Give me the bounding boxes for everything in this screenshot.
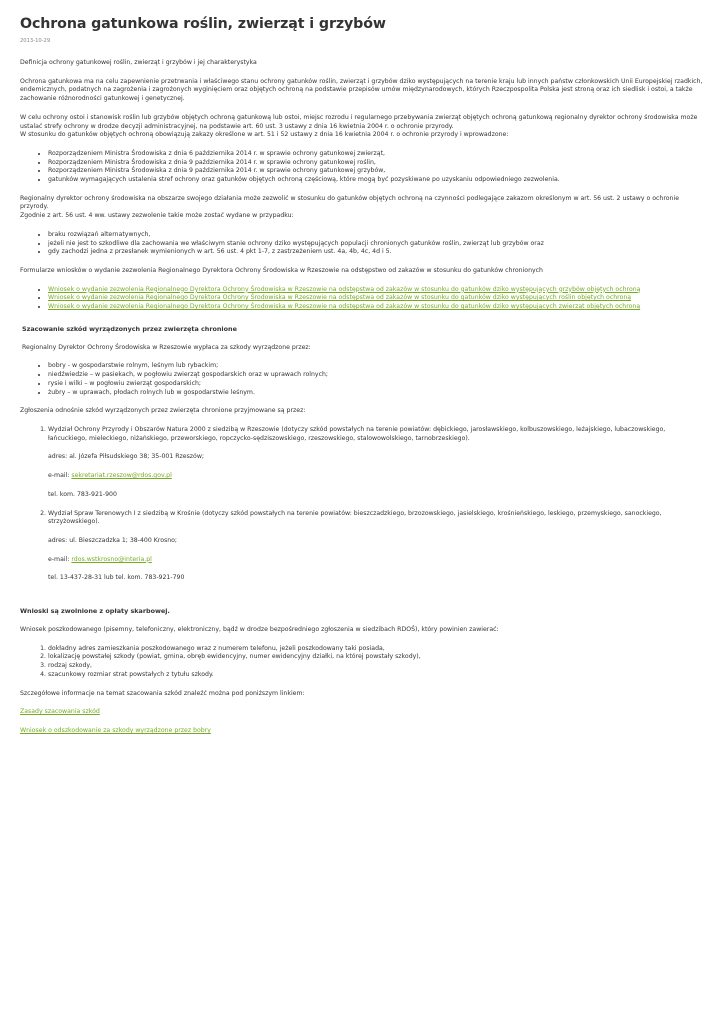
office-email-line [48,556,705,565]
definition-heading: Definicja ochrony gatunkowej roślin, zwierząt i grzybów i jej charakterystyka [20,59,257,66]
form-link-animals[interactable]: Wniosek o wydanie zezwolenia Regionalnego Dyrektora Ochrony Środowiska w Rzeszowie na odstępstwa od zakazów w stosunku do gatunków dziko występujących zwierząt objętych ochroną [48,303,641,311]
office-email-line [48,472,705,481]
office-address: adres: al. Józefa Piłsudskiego 38; 35-001 Rzeszów; [48,453,204,461]
form-link-fungi[interactable]: Wniosek o wydanie zezwolenia Regionalnego Dyrektora Ochrony Środowiska w Rzeszowie na odstępstwa od zakazów w stosunku do gatunków dziko występujących grzybów objętych ochroną [48,285,641,293]
page-title: Ochrona gatunkowa roślin, zwierząt i grzybów [20,16,386,32]
list-item: 2. lokalizację powstałej szkody (powiat, gmina, obręb ewidencyjny, numer ewidencyjny działki, na której powstały szkody), [48,653,705,662]
list-item: • żubry – w uprawach, płodach rolnych lub w gospodarstwie leśnym. [48,389,705,398]
office-item [48,510,705,584]
office-phone: tel. kom. 783-921-900 [48,490,117,498]
rules-link-line [20,708,705,717]
reports-intro: Zgłoszenia odnośnie szkód wyrządzonych przez zwierzęta chronione przyjmowane są przez: [20,407,306,415]
office-email-link[interactable]: rdos.wstkrosno@interia.pl [71,555,152,563]
list-item: • Rozporządzeniem Ministra Środowiska z dnia 9 października 2014 r. w sprawie ochrony gatunkowej roślin, [48,159,705,168]
list-item: • Rozporządzeniem Ministra Środowiska z dnia 6 października 2014 r. w sprawie ochrony gatunkowej zwierząt, [48,150,705,159]
regulations-list [20,150,705,185]
damages-intro: Regionalny Dyrektor Ochrony Środowiska w Rzeszowie wypłaca za szkody wyrządzone przez: [22,343,311,351]
details-text: Szczegółowe informacje na temat szacowania szkód znaleźć można pod poniższym linkiem: [20,689,305,697]
list-item: • jeżeli nie jest to szkodliwe dla zachowania we właściwym stanie ochrony dziko występujących populacji chronionych gatunków roślin, zwierząt lub grzybów oraz [48,240,705,249]
list-item: 3. rodzaj szkody, [48,662,705,671]
animals-list [20,362,705,397]
list-item: • gatunków wymagających ustalenia stref ochrony oraz gatunków objętych ochroną częściową, które mogą być pozyskiwane po uzyskaniu odpowiedniego zezwolenia. [48,176,705,185]
office-name: 2. Wydział Spraw Terenowych I z siedzibą w Krośnie (dotyczy szkód powstałych na terenie powiatów: bieszczadzkiego, brzozowskiego, jasielskiego, krośnieńskiego, leskiego, przemyskiego, sanockiego, strzyżowskiego). [48,509,662,526]
list-item: • braku rozwiązań alternatywnych, [48,231,705,240]
form-link-plants[interactable]: Wniosek o wydanie zezwolenia Regionalnego Dyrektora Ochrony Środowiska w Rzeszowie na odstępstwa od zakazów w stosunku do gatunków dziko występujących roślin objętych ochroną [48,294,632,302]
damages-heading: Szacowanie szkód wyrządzonych przez zwierzęta chronione [22,324,237,333]
article-date: 2013-10-29 [20,38,51,44]
form-links-list [20,286,705,312]
conditions-list [20,231,705,257]
list-item: • niedźwiedzie – w pasiekach, w pogłowiu zwierząt gospodarskich oraz w uprawach rolnych; [48,371,705,380]
damage-rules-link[interactable]: Zasady szacowania szkód [20,708,100,716]
office-item [48,426,705,500]
offices-list [20,426,705,583]
form-link-item [48,303,645,312]
application-items-list [20,645,705,680]
email-label: e-mail: [48,472,72,480]
fee-heading: Wnioski są zwolnione z opłaty skarbowej. [20,607,170,616]
beaver-claim-link[interactable]: Wniosek o odszkodowanie za szkody wyrządzone przez bobry [20,726,211,734]
office-name: 1. Wydział Ochrony Przyrody i Obszarów Natura 2000 z siedzibą w Rzeszowie (dotyczy szkód powstałych na terenie powiatów: dębickiego, jarosławskiego, kolbuszowskiego, leżajskiego, lubaczowskiego, łańcuckiego, mieleckiego, niżańskiego, przeworskiego, ropczycko-sędziszowskiego, rzeszowskiego, stalowowolskiego, tarnobrzeskiego). [48,425,666,442]
paragraph-prohibitions: W stosunku do gatunków objętych ochroną obowiązują zakazy określone w art. 51 i 52 ustawy z dnia 16 kwietnia 2004 r. o ochronie przyrody i wprowadzone: [20,131,509,139]
list-item: • bobry - w gospodarstwie rolnym, leśnym lub rybackim; [48,362,705,371]
list-item: 4. szacunkowy rozmiar strat powstałych z tytułu szkody. [48,671,705,680]
list-item: 1. dokładny adres zamieszkania poszkodowanego wraz z numerem telefonu, jeżeli poszkodowany taki posiada, [48,645,705,654]
paragraph-conditions-intro: Zgodnie z art. 56 ust. 4 ww. ustawy zezwolenie takie może zostać wydane w przypadku: [20,212,294,220]
email-label: e-mail: [48,555,72,563]
office-email-link[interactable]: sekretariat.rzeszow@rdos.gov.pl [71,472,172,480]
list-item: • rysie i wilki – w pogłowiu zwierząt gospodarskich; [48,380,705,389]
application-intro: Wniosek poszkodowanego (pisemny, telefoniczny, elektroniczny, bądź w drodze bezpośredniego zgłoszenia w siedzibach RDOŚ), który powinien zawierać: [20,626,499,634]
list-item: • Rozporządzeniem Ministra Środowiska z dnia 9 października 2014 r. w sprawie ochrony gatunkowej grzybów, [48,167,705,176]
form-link-item [48,294,645,303]
list-item: • gdy zachodzi jedna z przesłanek wymienionych w art. 56 ust. 4 pkt 1-7, z zastrzeżeniem ust. 4a, 4b, 4c, 4d i 5. [48,248,705,257]
paragraph-permission: Regionalny dyrektor ochrony środowiska na obszarze swojego działania może zezwolić w stosunku do gatunków objętych ochroną na czynności podlegające zakazom określonym w art. 56 ust. 2 ustawy o ochronie przyrody. [20,194,679,211]
beaver-link-line [20,727,705,736]
office-phone: tel. 13-437-28-31 lub tel. kom. 783-921-790 [48,574,185,582]
paragraph-protection-zones: W celu ochrony ostoi i stanowisk roślin lub grzybów objętych ochroną gatunkową lub ostoi, miejsc rozrodu i regularnego przebywania zwierząt objętych ochroną gatunkową regionalny dyrektor ochrony środowiska może ustalać strefy ochrony w drodze decyzji administracyjnej, na podstawie art. 60 ust. 3 ustawy z dnia 16 kwietnia 2004 r. o ochronie przyrody. [20,113,698,130]
forms-heading: Formularze wniosków o wydanie zezwolenia Regionalnego Dyrektora Ochrony Środowiska w Rzeszowie na odstępstwo od zakazów w stosunku do gatunków chronionych [20,266,543,274]
paragraph-protection-purpose: Ochrona gatunkowa ma na celu zapewnienie przetrwania i właściwego stanu ochrony gatunków roślin, zwierząt i grzybów dziko występujących na terenie kraju lub innych państw członkowskich Unii Europejskiej rzadkich, endemicznych, podatnych na zagrożenia i zagrożonych wyginięciem oraz objętych ochroną na podstawie przepisów umów międzynarodowych, których Rzeczpospolita Polska jest stroną oraz ich siedlisk i ostoi, a także zachowanie różnorodności gatunkowej i genetycznej. [20,77,703,103]
office-address: adres: ul. Bieszczadzka 1; 38-400 Krosno; [48,536,178,544]
